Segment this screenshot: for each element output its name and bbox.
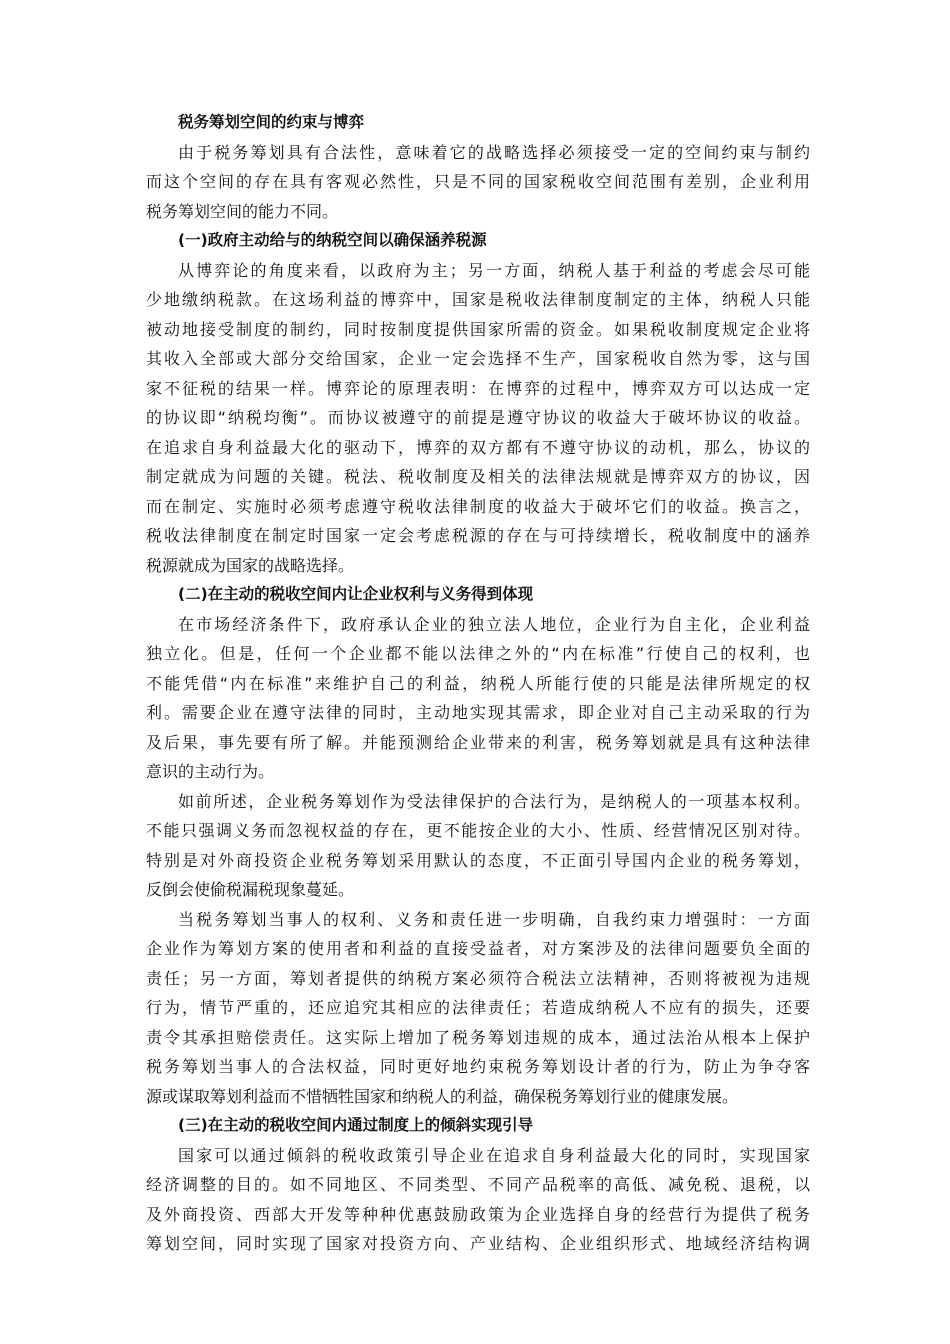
section-1-paragraph — [146, 256, 810, 581]
intro-paragraph — [146, 138, 810, 227]
text-line: 国家可以通过倾斜的税收政策引导企业在追求自身利益最大化的同时，实现国家 — [178, 1145, 810, 1165]
text-line: 税务筹划当事人的合法权益，同时更好地约束税务筹划设计者的行为，防止为争夺客 — [146, 1057, 810, 1076]
text-line: 行为，情节严重的，还应追究其相应的法律责任；若造成纳税人不应有的损失，还要 — [146, 998, 810, 1017]
text-line: 筹划空间，同时实现了国家对投资方向、产业结构、企业组织形式、地域经济结构调 — [146, 1234, 810, 1253]
text-line: 被动地接受制度的制约，同时按制度提供国家所需的资金。如果税收制度规定企业将 — [146, 319, 810, 339]
text-line: 税务筹划空间的能力不同。 — [146, 201, 339, 221]
text-line: 当税务筹划当事人的权利、义务和责任进一步明确，自我约束力增强时：一方面 — [178, 909, 810, 929]
text-line: 不能只强调义务而忽视权益的存在，更不能按企业的大小、性质、经营情况区别对待。 — [146, 821, 810, 840]
text-line: 经济调整的目的。如不同地区、不同类型、不同产品税率的高低、减免税、退税，以 — [146, 1175, 810, 1194]
section-1-heading: (一)政府主动给与的纳税空间以确保涵养税源 — [178, 231, 487, 249]
section-2-heading: (二)在主动的税收空间内让企业权利与义务得到体现 — [178, 585, 534, 603]
text-line: 及外商投资、西部大开发等种种优惠鼓励政策为企业选择自身的经营行为提供了税务 — [146, 1204, 810, 1224]
text-line: 而在制定、实施时必须考虑遵守税收法律制度的收益大于破坏它们的收益。换言之， — [146, 496, 810, 516]
text-line: 其收入全部或大部分交给国家，企业一定会选择不生产，国家税收自然为零，这与国 — [146, 349, 810, 368]
text-line: 企业作为筹划方案的使用者和利益的直接受益者，对方案涉及的法律问题要负全面的 — [146, 939, 810, 958]
text-line: 源或谋取筹划利益而不惜牺牲国家和纳税人的利益，确保税务筹划行业的健康发展。 — [146, 1086, 739, 1106]
document-page — [146, 108, 810, 1259]
section-3-heading: (三)在主动的税收空间内通过制度上的倾斜实现引导 — [178, 1116, 534, 1134]
text-line: 独立化。但是，任何一个企业都不能以法律之外的“内在标准”行使自己的权利，也 — [146, 644, 810, 663]
section-3-paragraph — [146, 1141, 810, 1259]
text-line: 税收法律制度在制定时国家一定会考虑税源的存在与可持续增长，税收制度中的涵养 — [146, 526, 810, 545]
text-line: 的协议即“纳税均衡”。而协议被遵守的前提是遵守协议的收益大于破坏协议的收益。 — [146, 408, 810, 427]
text-line: 从博弈论的角度来看，以政府为主；另一方面，纳税人基于利益的考虑会尽可能 — [178, 260, 810, 280]
section-2-paragraph-1 — [146, 610, 810, 787]
text-line: 及后果，事先要有所了解。并能预测给企业带来的利害，税务筹划就是具有这种法律 — [146, 732, 810, 752]
text-line: 在市场经济条件下，政府承认企业的独立法人地位，企业行为自主化，企业利益 — [178, 614, 810, 634]
text-line: 而这个空间的存在具有客观必然性，只是不同的国家税收空间范围有差别，企业利用 — [146, 172, 810, 191]
section-2-paragraph-2 — [146, 787, 810, 905]
section-2-paragraph-3 — [146, 905, 810, 1112]
text-line: 制定就成为问题的关键。税法、税收制度及相关的法律法规就是博弈双方的协议，因 — [146, 467, 810, 486]
text-line: 责任；另一方面，筹划者提供的纳税方案必须符合税法立法精神，否则将被视为违规 — [146, 968, 810, 988]
text-line: 由于税务筹划具有合法性，意味着它的战略选择必须接受一定的空间约束与制约 — [178, 142, 810, 162]
text-line: 税源就成为国家的战略选择。 — [146, 555, 355, 575]
text-line: 责令其承担赔偿责任。这实际上增加了税务筹划违规的成本，通过法治从根本上保护 — [146, 1027, 810, 1047]
text-line: 特别是对外商投资企业税务筹划采用默认的态度，不正面引导国内企业的税务筹划， — [146, 850, 810, 870]
text-line: 家不征税的结果一样。博弈论的原理表明：在博弈的过程中，博弈双方可以达成一定 — [146, 378, 810, 398]
text-line: 少地缴纳税款。在这场利益的博弈中，国家是税收法律制度制定的主体，纳税人只能 — [146, 290, 810, 309]
text-line: 反倒会使偷税漏税现象蔓延。 — [146, 880, 355, 899]
text-line: 在追求自身利益最大化的驱动下，博弈的双方都有不遵守协议的动机，那么，协议的 — [146, 437, 810, 457]
text-line: 意识的主动行为。 — [146, 762, 275, 781]
text-line: 如前所述，企业税务筹划作为受法律保护的合法行为，是纳税人的一项基本权利。 — [178, 791, 810, 811]
section-title: 税务筹划空间的约束与博弈 — [178, 113, 365, 131]
text-line: 利。需要企业在遵守法律的同时，主动地实现其需求，即企业对自己主动采取的行为 — [146, 703, 810, 722]
text-line: 不能凭借“内在标准”来维护自己的利益，纳税人所能行使的只能是法律所规定的权 — [146, 673, 810, 693]
